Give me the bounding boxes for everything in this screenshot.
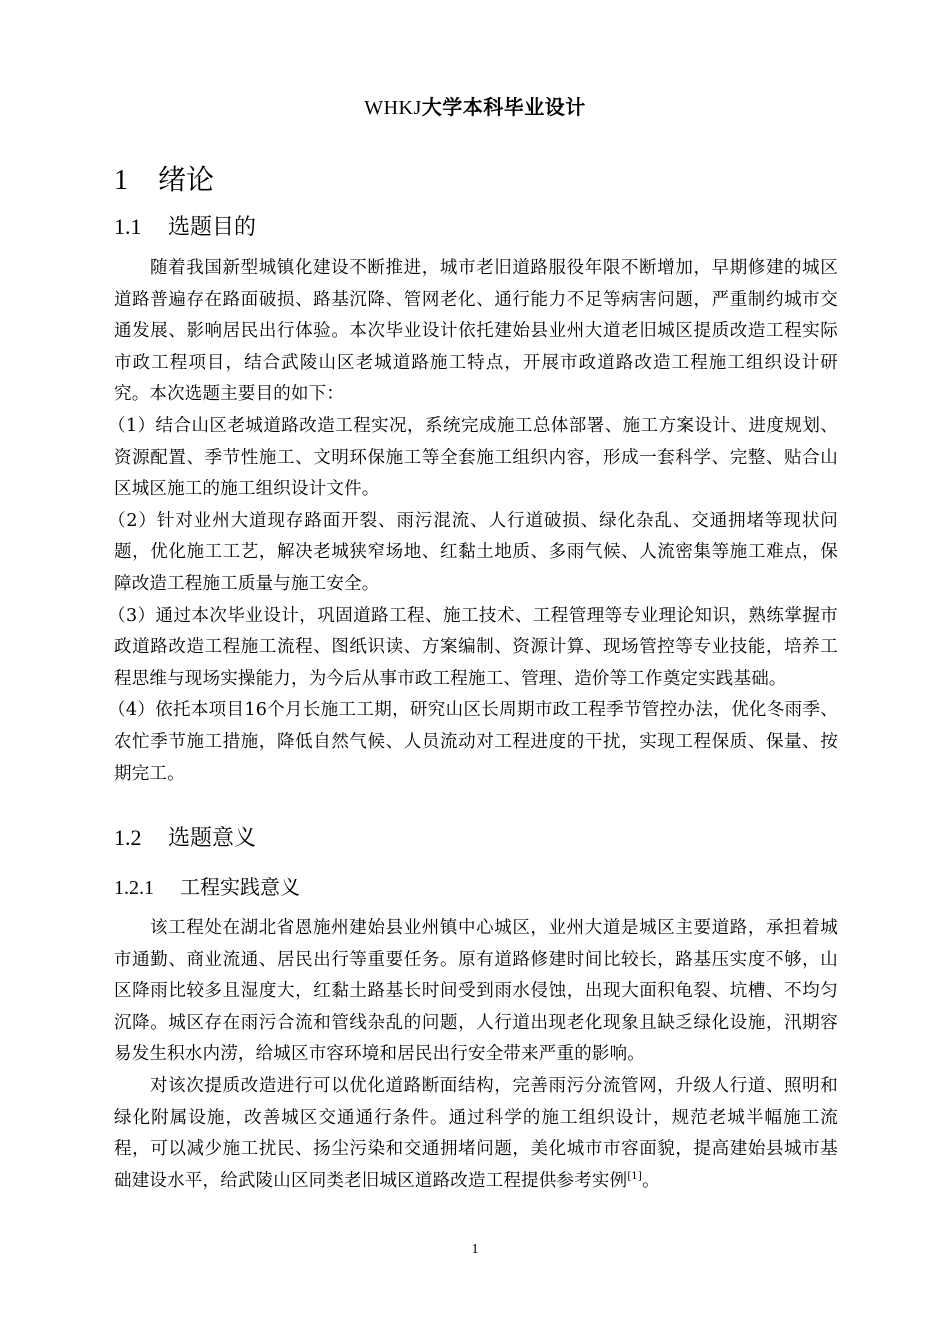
- subsection-title: 工程实践意义: [180, 875, 300, 899]
- header-suffix: 大学本科毕业设计: [421, 95, 586, 119]
- goal-item-4: （4）依托本项目16个月长施工工期，研究山区长周期市政工程季节管控办法，优化冬雨季、农忙季节施工措施，降低自然气候、人员流动对工程进度的干扰，实现工程保质、保量、按期完工。: [108, 700, 838, 784]
- section-1-1-body: [108, 253, 838, 790]
- section-number: 1.1: [114, 214, 142, 239]
- section-number: 1.2: [114, 825, 142, 850]
- page-number: 1: [471, 1242, 479, 1257]
- header-prefix: WHKJ: [364, 97, 422, 119]
- chapter-heading: [114, 160, 214, 201]
- subsection-number: 1.2.1: [114, 877, 154, 899]
- paragraph-2-text: 对该次提质改造进行可以优化道路断面结构，完善雨污分流管网，升级人行道、照明和绿化附属设施，改善城区交通通行条件。通过科学的施工组织设计，规范老城半幅施工流程，可以减少施工扰民、扬尘污染和交通拥堵问题，美化城市市容面貌，提高建始县城市基础建设水平，给武陵山区同类老旧城区道路改造工程提供参考实例: [114, 1075, 838, 1191]
- section-1-2-1-body: [114, 913, 838, 1197]
- section-title: 选题意义: [168, 826, 257, 851]
- paragraph-1: 该工程处在湖北省恩施州建始县业州镇中心城区，业州大道是城区主要道路，承担着城市通勤、商业流通、居民出行等重要任务。原有道路修建时间比较长，路基压实度不够，山区降雨比较多且湿度大，红黏土路基长时间受到雨水侵蚀，出现大面积龟裂、坑槽、不均匀沉降。城区存在雨污合流和管线杂乱的问题，人行道出现老化现象且缺乏绿化设施，汛期容易发生积水内涝，给城区市容环境和居民出行安全带来严重的影响。: [114, 918, 838, 1065]
- goal-item-3: （3）通过本次毕业设计，巩固道路工程、施工技术、工程管理等专业理论知识，熟练掌握市政道路改造工程施工流程、图纸识读、方案编制、资源计算、现场管控等专业技能，培养工程思维与现场实操能力，为今后从事市政工程施工、管理、造价等工作奠定实践基础。: [108, 605, 838, 689]
- subsection-heading-1-2-1: [114, 871, 300, 904]
- citation-ref: [1]: [627, 1170, 643, 1182]
- goal-item-2: （2）针对业州大道现存路面开裂、雨污混流、人行道破损、绿化杂乱、交通拥堵等现状问题，优化施工工艺，解决老城狭窄场地、红黏土地质、多雨气候、人流密集等施工难点，保障改造工程施工质量与施工安全。: [108, 510, 838, 594]
- chapter-title: 绪论: [158, 163, 215, 196]
- paragraph-2-end: 。: [642, 1170, 660, 1191]
- chapter-number: 1: [114, 165, 128, 196]
- goal-item-1: （1）结合山区老城道路改造工程实况，系统完成施工总体部署、施工方案设计、进度规划、资源配置、季节性施工、文明环保施工等全套施工组织内容，形成一套科学、完整、贴合山区城区施工的施工组织设计文件。: [108, 415, 838, 500]
- intro-paragraph: 随着我国新型城镇化建设不断推进，城市老旧道路服役年限不断增加，早期修建的城区道路普遍存在路面破损、路基沉降、管网老化、通行能力不足等病害问题，严重制约城市交通发展、影响居民出行体验。本次毕业设计依托建始县业州大道老旧城区提质改造工程实际市政工程项目，结合武陵山区老城道路施工特点，开展市政道路改造工程施工组织设计研究。本次选题主要目的如下：: [114, 258, 838, 405]
- section-heading-1-2: [114, 821, 256, 856]
- section-heading-1-1: [114, 210, 256, 245]
- page-header: [0, 94, 950, 121]
- paragraph-2: [114, 1071, 838, 1197]
- section-title: 选题目的: [168, 215, 257, 240]
